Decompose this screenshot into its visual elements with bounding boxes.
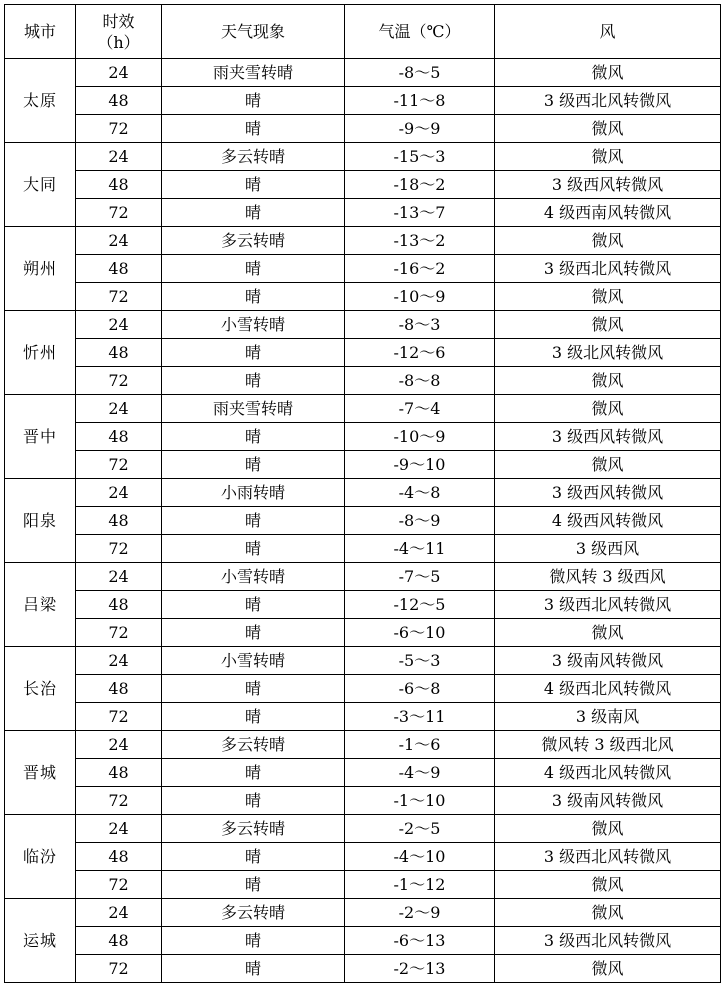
table-row	[5, 451, 721, 479]
weather-cell: 晴	[162, 339, 345, 367]
temperature-cell: -10～9	[345, 423, 495, 451]
weather-cell: 晴	[162, 199, 345, 227]
table-row	[5, 731, 721, 759]
temperature-cell: -13～7	[345, 199, 495, 227]
weather-cell: 晴	[162, 87, 345, 115]
header-hours-line2: （h）	[97, 32, 140, 52]
temperature-cell: -10～9	[345, 283, 495, 311]
temperature-cell: -2～9	[345, 899, 495, 927]
temperature-cell: -8～8	[345, 367, 495, 395]
temperature-cell: -2～5	[345, 815, 495, 843]
weather-cell: 晴	[162, 507, 345, 535]
table-row	[5, 395, 721, 423]
wind-cell: 微风	[495, 815, 721, 843]
wind-cell: 4 级西南风转微风	[495, 199, 721, 227]
table-row	[5, 815, 721, 843]
weather-cell: 晴	[162, 451, 345, 479]
temperature-cell: -5～3	[345, 647, 495, 675]
temperature-cell: -7～4	[345, 395, 495, 423]
hours-cell: 48	[76, 675, 162, 703]
hours-cell: 24	[76, 227, 162, 255]
weather-cell: 晴	[162, 171, 345, 199]
table-row	[5, 843, 721, 871]
temperature-cell: -8～3	[345, 311, 495, 339]
weather-cell: 多云转晴	[162, 143, 345, 171]
city-name-cell: 晋城	[5, 731, 76, 815]
wind-cell: 3 级西北风转微风	[495, 87, 721, 115]
weather-cell: 晴	[162, 675, 345, 703]
hours-cell: 72	[76, 955, 162, 983]
wind-cell: 微风	[495, 143, 721, 171]
hours-cell: 24	[76, 143, 162, 171]
weather-cell: 小雪转晴	[162, 563, 345, 591]
table-row	[5, 59, 721, 87]
wind-cell: 3 级西风转微风	[495, 171, 721, 199]
table-row	[5, 871, 721, 899]
hours-cell: 72	[76, 871, 162, 899]
header-city: 城市	[5, 5, 76, 59]
city-name-cell: 运城	[5, 899, 76, 983]
wind-cell: 微风	[495, 283, 721, 311]
table-row	[5, 787, 721, 815]
weather-cell: 小雪转晴	[162, 647, 345, 675]
table-row	[5, 899, 721, 927]
hours-cell: 72	[76, 451, 162, 479]
city-name-cell: 太原	[5, 59, 76, 143]
hours-cell: 48	[76, 255, 162, 283]
weather-cell: 晴	[162, 283, 345, 311]
hours-cell: 48	[76, 507, 162, 535]
temperature-cell: -6～13	[345, 927, 495, 955]
weather-cell: 多云转晴	[162, 815, 345, 843]
table-row	[5, 703, 721, 731]
temperature-cell: -12～6	[345, 339, 495, 367]
temperature-cell: -8～9	[345, 507, 495, 535]
weather-cell: 雨夹雪转晴	[162, 395, 345, 423]
wind-cell: 3 级南风	[495, 703, 721, 731]
forecast-table	[4, 4, 721, 983]
city-name-cell: 临汾	[5, 815, 76, 899]
hours-cell: 24	[76, 815, 162, 843]
weather-cell: 小雨转晴	[162, 479, 345, 507]
table-body	[5, 59, 721, 983]
table-row	[5, 367, 721, 395]
wind-cell: 3 级西北风转微风	[495, 255, 721, 283]
hours-cell: 72	[76, 367, 162, 395]
wind-cell: 3 级西北风转微风	[495, 843, 721, 871]
table-row	[5, 199, 721, 227]
table-row	[5, 143, 721, 171]
city-name-cell: 晋中	[5, 395, 76, 479]
temperature-cell: -8～5	[345, 59, 495, 87]
wind-cell: 微风转 3 级西北风	[495, 731, 721, 759]
table-row	[5, 255, 721, 283]
temperature-cell: -15～3	[345, 143, 495, 171]
temperature-cell: -6～10	[345, 619, 495, 647]
weather-cell: 雨夹雪转晴	[162, 59, 345, 87]
temperature-cell: -7～5	[345, 563, 495, 591]
hours-cell: 24	[76, 395, 162, 423]
hours-cell: 48	[76, 171, 162, 199]
table-row	[5, 563, 721, 591]
table-row	[5, 647, 721, 675]
wind-cell: 3 级南风转微风	[495, 647, 721, 675]
temperature-cell: -11～8	[345, 87, 495, 115]
temperature-cell: -6～8	[345, 675, 495, 703]
weather-cell: 晴	[162, 367, 345, 395]
table-row	[5, 227, 721, 255]
header-temp: 气温（℃）	[345, 5, 495, 59]
weather-cell: 多云转晴	[162, 227, 345, 255]
table-row	[5, 311, 721, 339]
temperature-cell: -1～10	[345, 787, 495, 815]
table-row	[5, 171, 721, 199]
city-name-cell: 阳泉	[5, 479, 76, 563]
wind-cell: 3 级南风转微风	[495, 787, 721, 815]
table-row	[5, 507, 721, 535]
hours-cell: 48	[76, 759, 162, 787]
temperature-cell: -4～8	[345, 479, 495, 507]
table-row	[5, 283, 721, 311]
hours-cell: 48	[76, 423, 162, 451]
hours-cell: 48	[76, 339, 162, 367]
wind-cell: 微风	[495, 955, 721, 983]
hours-cell: 72	[76, 199, 162, 227]
temperature-cell: -1～6	[345, 731, 495, 759]
wind-cell: 3 级西风	[495, 535, 721, 563]
weather-cell: 晴	[162, 927, 345, 955]
hours-cell: 72	[76, 283, 162, 311]
temperature-cell: -16～2	[345, 255, 495, 283]
temperature-cell: -9～10	[345, 451, 495, 479]
hours-cell: 48	[76, 87, 162, 115]
city-name-cell: 大同	[5, 143, 76, 227]
weather-cell: 多云转晴	[162, 731, 345, 759]
weather-cell: 晴	[162, 703, 345, 731]
wind-cell: 微风	[495, 395, 721, 423]
weather-cell: 晴	[162, 955, 345, 983]
hours-cell: 24	[76, 563, 162, 591]
header-weather: 天气现象	[162, 5, 345, 59]
hours-cell: 72	[76, 619, 162, 647]
table-row	[5, 339, 721, 367]
wind-cell: 微风	[495, 899, 721, 927]
wind-cell: 3 级西北风转微风	[495, 591, 721, 619]
hours-cell: 24	[76, 899, 162, 927]
table-row	[5, 87, 721, 115]
wind-cell: 微风	[495, 871, 721, 899]
wind-cell: 微风	[495, 451, 721, 479]
header-hours-line1: 时效	[102, 11, 135, 31]
wind-cell: 微风	[495, 367, 721, 395]
table-row	[5, 619, 721, 647]
header-wind: 风	[495, 5, 721, 59]
temperature-cell: -4～10	[345, 843, 495, 871]
table-row	[5, 535, 721, 563]
hours-cell: 72	[76, 115, 162, 143]
wind-cell: 4 级西北风转微风	[495, 675, 721, 703]
temperature-cell: -12～5	[345, 591, 495, 619]
hours-cell: 24	[76, 647, 162, 675]
table-row	[5, 927, 721, 955]
hours-cell: 48	[76, 591, 162, 619]
temperature-cell: -4～9	[345, 759, 495, 787]
temperature-cell: -18～2	[345, 171, 495, 199]
hours-cell: 24	[76, 59, 162, 87]
weather-cell: 小雪转晴	[162, 311, 345, 339]
weather-cell: 晴	[162, 423, 345, 451]
table-row	[5, 675, 721, 703]
wind-cell: 微风	[495, 59, 721, 87]
hours-cell: 24	[76, 731, 162, 759]
temperature-cell: -4～11	[345, 535, 495, 563]
table-row	[5, 759, 721, 787]
temperature-cell: -13～2	[345, 227, 495, 255]
temperature-cell: -1～12	[345, 871, 495, 899]
weather-cell: 晴	[162, 535, 345, 563]
wind-cell: 4 级西风转微风	[495, 507, 721, 535]
weather-cell: 多云转晴	[162, 899, 345, 927]
hours-cell: 72	[76, 535, 162, 563]
weather-cell: 晴	[162, 591, 345, 619]
table-row	[5, 115, 721, 143]
header-row	[5, 5, 721, 59]
weather-cell: 晴	[162, 787, 345, 815]
temperature-cell: -3～11	[345, 703, 495, 731]
temperature-cell: -2～13	[345, 955, 495, 983]
wind-cell: 微风	[495, 227, 721, 255]
hours-cell: 24	[76, 311, 162, 339]
wind-cell: 4 级西北风转微风	[495, 759, 721, 787]
hours-cell: 72	[76, 703, 162, 731]
hours-cell: 72	[76, 787, 162, 815]
wind-cell: 微风转 3 级西风	[495, 563, 721, 591]
weather-cell: 晴	[162, 619, 345, 647]
city-name-cell: 忻州	[5, 311, 76, 395]
table-row	[5, 423, 721, 451]
wind-cell: 微风	[495, 311, 721, 339]
temperature-cell: -9～9	[345, 115, 495, 143]
table-header	[5, 5, 721, 59]
wind-cell: 3 级西风转微风	[495, 423, 721, 451]
wind-cell: 微风	[495, 115, 721, 143]
city-name-cell: 朔州	[5, 227, 76, 311]
table-row	[5, 479, 721, 507]
weather-cell: 晴	[162, 843, 345, 871]
hours-cell: 24	[76, 479, 162, 507]
table-row	[5, 591, 721, 619]
header-hours	[76, 5, 162, 59]
wind-cell: 3 级北风转微风	[495, 339, 721, 367]
city-name-cell: 吕梁	[5, 563, 76, 647]
table-row	[5, 955, 721, 983]
weather-cell: 晴	[162, 255, 345, 283]
hours-cell: 48	[76, 927, 162, 955]
wind-cell: 3 级西风转微风	[495, 479, 721, 507]
weather-cell: 晴	[162, 871, 345, 899]
weather-cell: 晴	[162, 759, 345, 787]
wind-cell: 3 级西北风转微风	[495, 927, 721, 955]
city-name-cell: 长治	[5, 647, 76, 731]
wind-cell: 微风	[495, 619, 721, 647]
hours-cell: 48	[76, 843, 162, 871]
weather-cell: 晴	[162, 115, 345, 143]
